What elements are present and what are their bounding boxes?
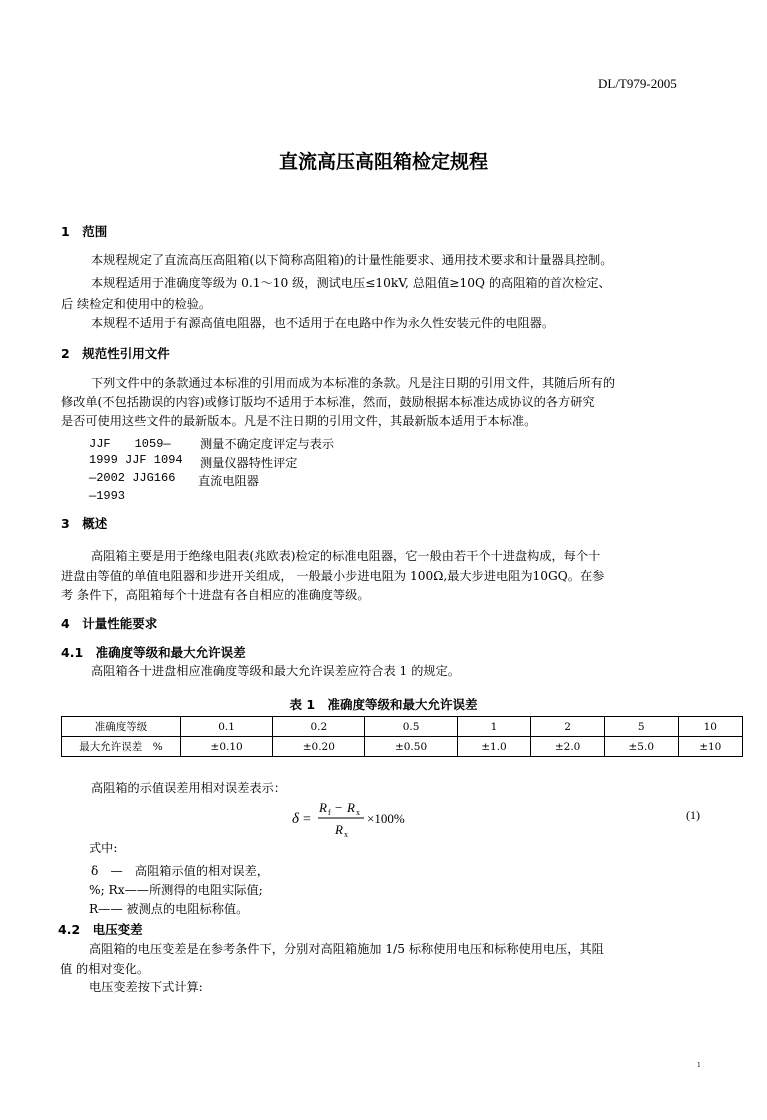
- table-caption: 表 1 准确度等级和最大允许误差: [289, 697, 478, 712]
- table-cell: 2: [531, 717, 605, 737]
- table-cell: 10: [678, 717, 742, 737]
- reference-title: 测量仪器特性评定: [200, 456, 298, 470]
- reference-code-line: 1999 JJF 1094: [89, 453, 183, 467]
- formula-rx: R: [347, 800, 355, 815]
- reference-code-line: —1993: [89, 489, 126, 503]
- section-4-1-paragraph: 高阻箱各十进盘相应准确度等级和最大允许误差应符合表 1 的规定。: [91, 664, 460, 678]
- page-title: 直流高压高阻箱检定规程: [278, 151, 488, 173]
- where-label: 式中:: [89, 841, 118, 855]
- table-cell: 0.5: [365, 717, 457, 737]
- page-number: 1: [697, 1062, 701, 1069]
- reference-title: 测量不确定度评定与表示: [200, 437, 335, 451]
- table-cell: ±0.20: [273, 737, 365, 757]
- accuracy-table: [61, 716, 743, 757]
- table-cell: 5: [604, 717, 678, 737]
- svg-text:=: =: [303, 812, 311, 827]
- section-3-paragraph-line-3: 考 条件下，高阻箱每个十进盘有各自相应的准确度等级。: [61, 588, 370, 602]
- section-4-2-paragraph-line-2: 值 的相对变化。: [60, 962, 150, 976]
- section-4-1-heading: 4.1 准确度等级和最大允许误差: [61, 645, 246, 660]
- formula-rx-sub: x: [356, 808, 360, 817]
- table-row: [62, 737, 743, 757]
- table-cell: 0.2: [273, 717, 365, 737]
- definition-r: R—— 被测点的电阻标称值。: [89, 902, 249, 916]
- document-code: DL/T979-2005: [598, 76, 677, 91]
- table-cell: ±0.50: [365, 737, 457, 757]
- table-row-header: 准确度等级: [62, 717, 181, 737]
- table-cell: 0.1: [181, 717, 273, 737]
- table-row: [62, 717, 743, 737]
- table-cell: ±10: [678, 737, 742, 757]
- equation-number: (1): [686, 808, 700, 822]
- section-3-heading: 3 概述: [61, 516, 108, 531]
- section-1-heading: 1 范围: [61, 224, 108, 239]
- table-row-header: 最大允许误差 %: [62, 737, 181, 757]
- reference-title: 直流电阻器: [198, 474, 259, 488]
- section-1-paragraph-1: 本规程规定了直流高压高阻箱(以下简称高阻箱)的计量性能要求、通用技术要求和计量器具控制。: [91, 253, 613, 267]
- section-2-paragraph-line-1: 下列文件中的条款通过本标准的引用而成为本标准的条款。凡是注日期的引用文件，其随后所有的: [91, 376, 616, 390]
- section-4-heading: 4 计量性能要求: [61, 616, 158, 631]
- formula-den-sub: x: [344, 830, 348, 839]
- table-cell: ±1.0: [457, 737, 531, 757]
- error-formula: [292, 797, 422, 841]
- section-2-paragraph-line-3: 是否可使用这些文件的最新版本。凡是不注日期的引用文件，其最新版本适用于本标准。: [61, 414, 537, 428]
- section-4-2-heading: 4.2 电压变差: [58, 922, 143, 937]
- section-3-paragraph-line-2: 进盘由等值的单值电阻器和步进开关组成， 一般最小步进电阻为 100Ω,最大步进电阻为10GQ。在参: [61, 569, 605, 583]
- section-1-paragraph-2-cont: 后 续检定和使用中的检验。: [61, 297, 212, 311]
- section-1-paragraph-2: 本规程适用于准确度等级为 0.1～10 级，测试电压≤10kV, 总阻值≥10Q 的高阻箱的首次检定、: [91, 276, 611, 290]
- table-cell: 1: [457, 717, 531, 737]
- definition-delta: δ — 高阻箱示值的相对误差，: [91, 864, 269, 878]
- formula-rf: R: [319, 800, 327, 815]
- reference-code-line: JJF 1059—: [89, 437, 171, 451]
- formula-rf-sub: f: [328, 808, 331, 817]
- svg-text:−: −: [335, 800, 343, 815]
- formula-delta: δ: [292, 811, 299, 827]
- section-4-2-paragraph-2: 电压变差按下式计算:: [89, 980, 203, 994]
- section-4-2-paragraph-line-1: 高阻箱的电压变差是在参考条件下，分别对高阻箱施加 1/5 标称使用电压和标称使用电压，其阻: [89, 942, 604, 956]
- reference-code-line: —2002 JJG166: [89, 471, 176, 485]
- table-cell: ±0.10: [181, 737, 273, 757]
- section-3-paragraph-line-1: 高阻箱主要是用于绝缘电阻表(兆欧表)检定的标准电阻器，它一般由若干个十进盘构成，每个十: [91, 549, 601, 563]
- table-cell: ±5.0: [604, 737, 678, 757]
- table-cell: ±2.0: [531, 737, 605, 757]
- section-2-heading: 2 规范性引用文件: [61, 346, 170, 361]
- formula-intro: 高阻箱的示值误差用相对误差表示：: [91, 781, 286, 795]
- section-1-paragraph-3: 本规程不适用于有源高值电阻器，也不适用于在电路中作为永久性安装元件的电阻器。: [91, 316, 555, 330]
- section-2-paragraph-line-2: 修改单(不包括勘误的内容)或修订版均不适用于本标准，然而，鼓励根据本标准达成协议的各方研究: [61, 395, 595, 409]
- formula-multiplier: ×100%: [367, 811, 405, 826]
- definition-rx: %; Rx——所测得的电阻实际值;: [89, 883, 263, 897]
- formula-den: R: [335, 822, 343, 837]
